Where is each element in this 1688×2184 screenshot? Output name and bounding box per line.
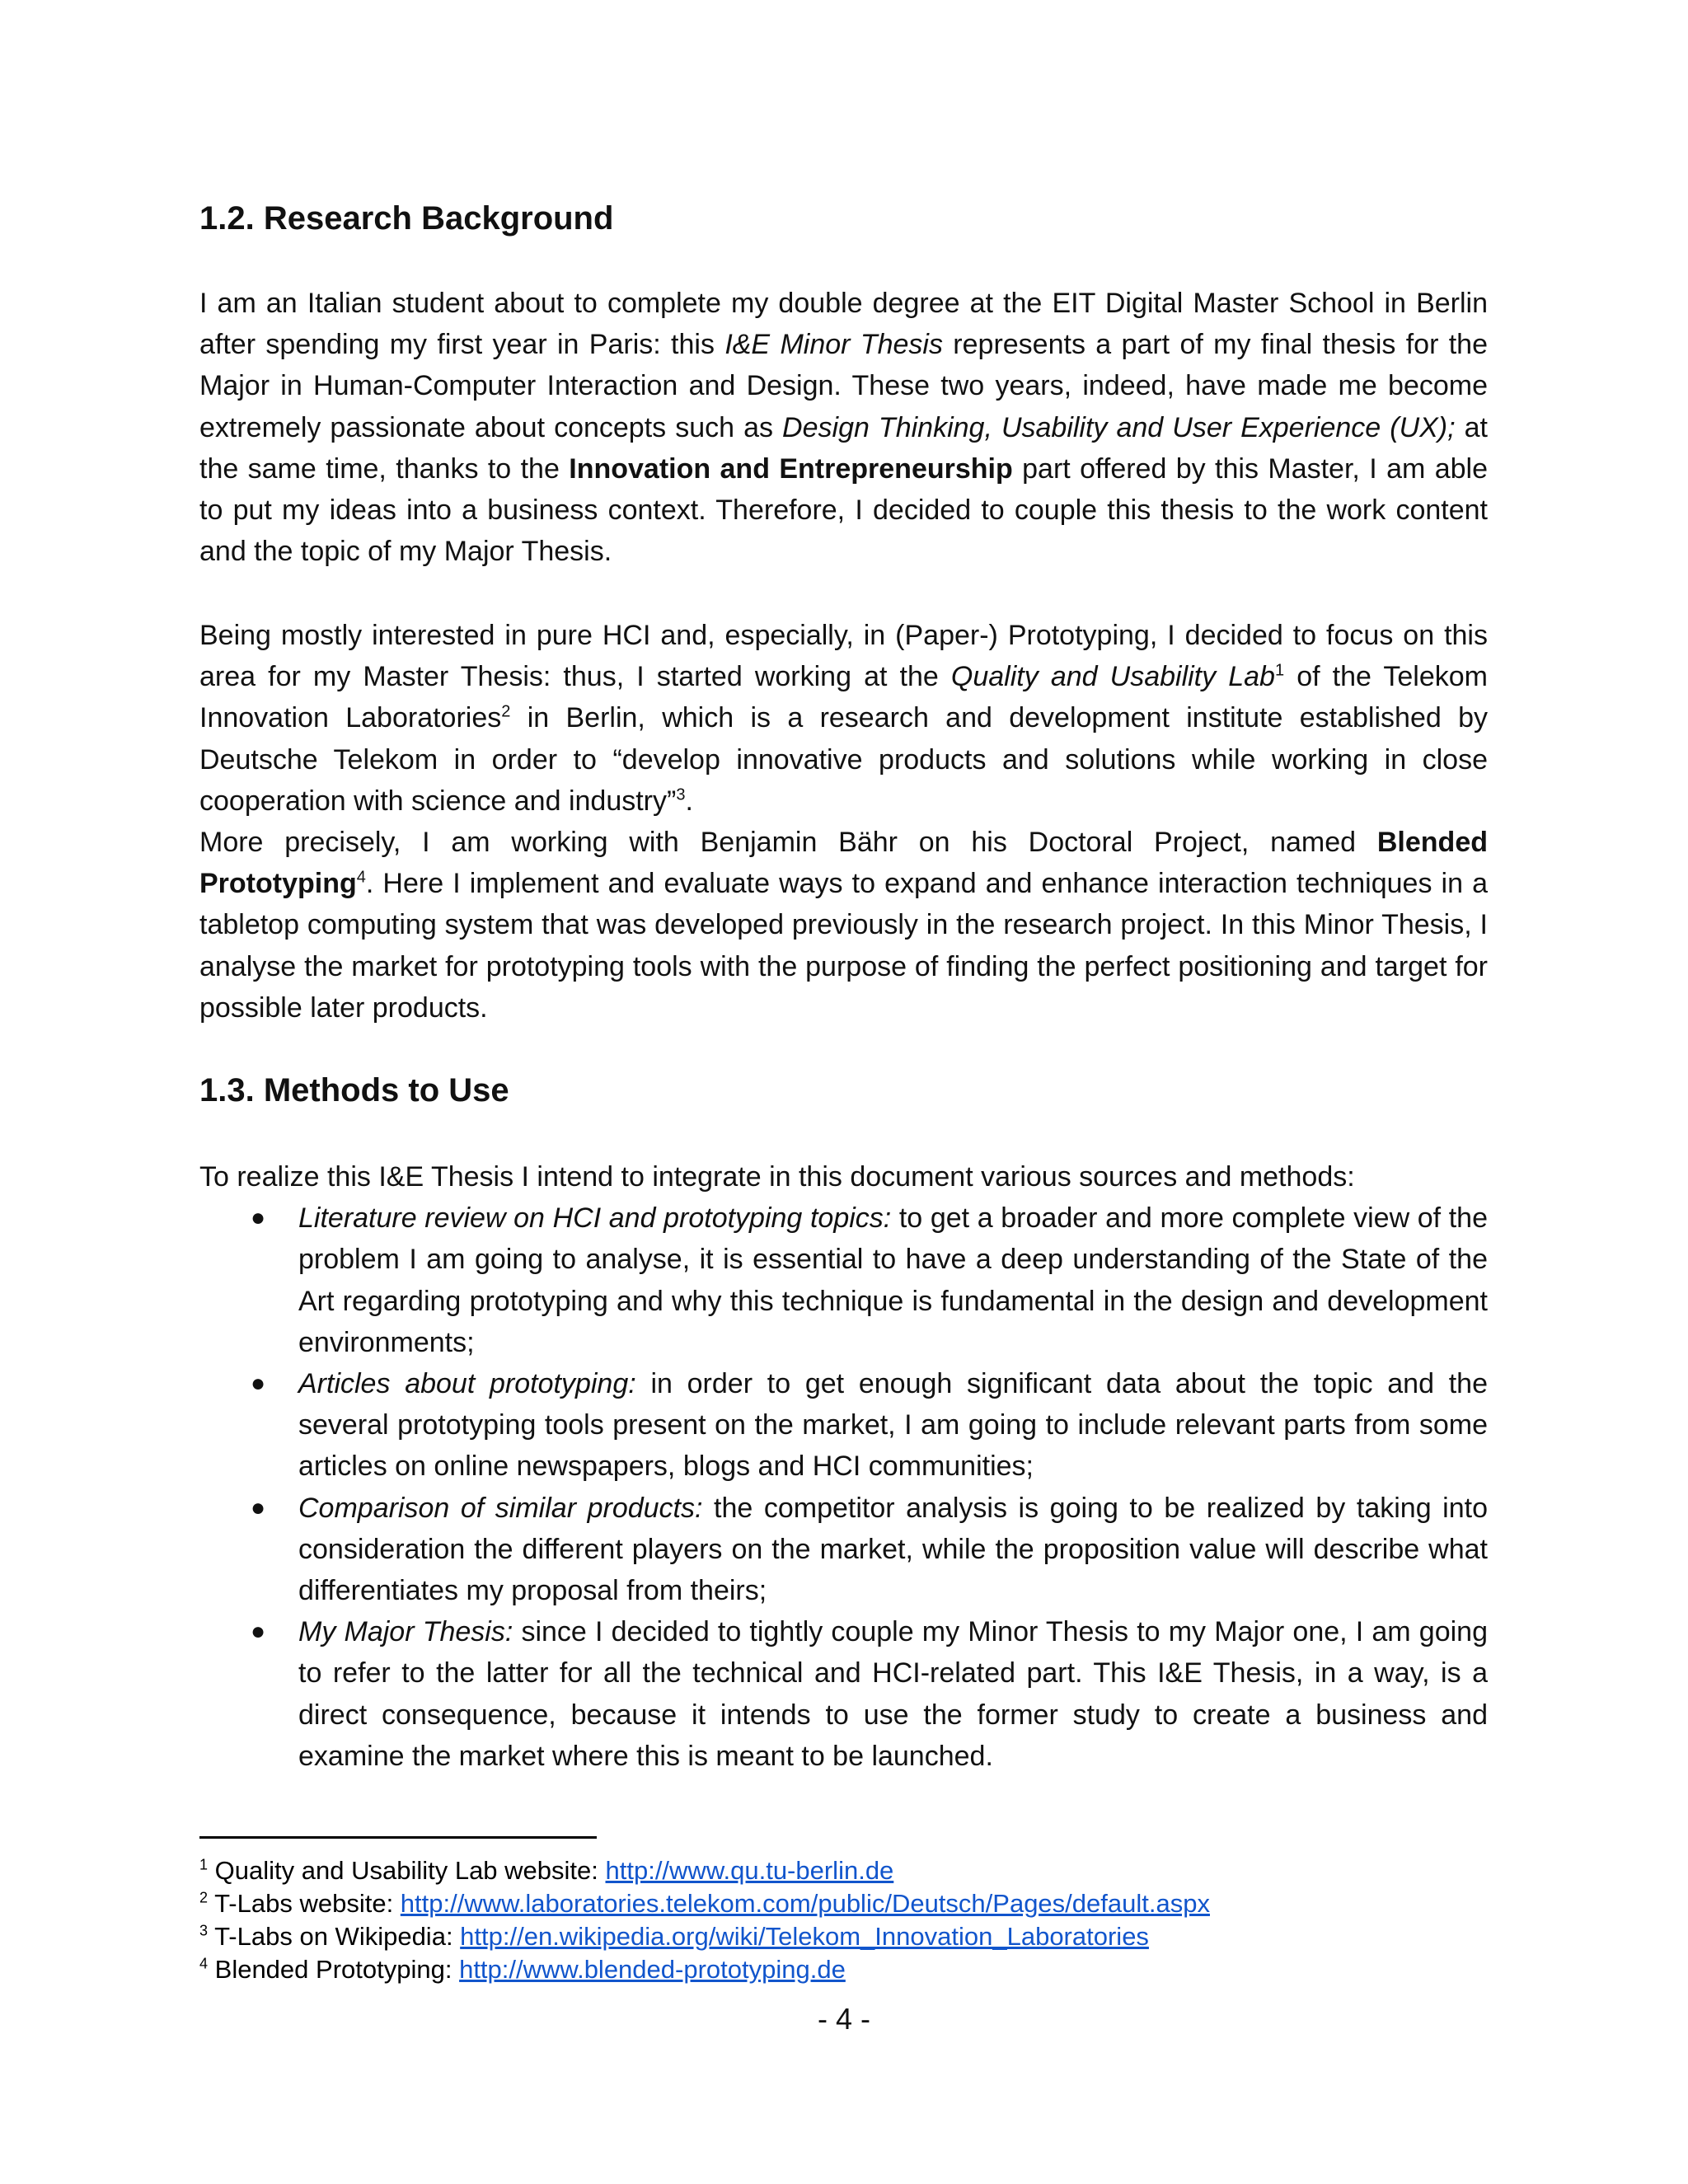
footnote-separator	[199, 1836, 597, 1839]
item-text: the competitor analysis is going to be realized by taking into consideration the different players on the market, while the proposition value will describe what differentiates my proposal from theirs;	[298, 1492, 1488, 1607]
bullet-icon: ●	[251, 1493, 266, 1521]
item-title: Literature review on HCI and prototyping topics:	[298, 1202, 892, 1235]
list-item	[199, 1363, 1488, 1488]
text-bold: Innovation and Entrepreneurship	[569, 452, 1013, 485]
paragraph-doctoral-project	[199, 822, 1488, 1029]
text: in Berlin, which is a research and development institute established by Deutsche Telekom in order to “develop innovative products and solutions while working in close cooperation with science and industry”	[199, 702, 1489, 817]
footnote-number: 3	[199, 1922, 209, 1939]
item-text: since I decided to tightly couple my Minor Thesis to my Major one, I am going to refer to the latter for all the technical and HCI-related part. This I&E Thesis, in a way, is a direct consequence, because it intends to use the former study to create a business and examine the market where this is meant to be launched.	[298, 1616, 1488, 1772]
footnote	[199, 1887, 1210, 1920]
item-title: My Major Thesis:	[298, 1616, 513, 1648]
paragraph-intro	[199, 283, 1488, 572]
page-number: - 4 -	[817, 2002, 870, 2036]
footnote-link[interactable]: http://www.qu.tu-berlin.de	[605, 1856, 894, 1885]
section-heading-research-background: 1.2. Research Background	[199, 200, 614, 237]
text: Being mostly interested in pure HCI and, especially, in (Paper-) Prototyping, I decided to focus on this area for my Master Thesis: thus, I started working at the	[199, 620, 1488, 693]
item-title: Comparison of similar products:	[298, 1492, 703, 1524]
paragraph-group	[199, 615, 1488, 1029]
item-text: to get a broader and more complete view of the problem I am going to analyse, it is essential to have a deep understanding of the State of the Art regarding prototyping and why this technique is fundamental in the design and development environments;	[298, 1202, 1488, 1358]
footnote	[199, 1854, 1210, 1887]
methods-block	[199, 1156, 1488, 1777]
text: of the Telekom Innovation Laboratories	[199, 661, 1489, 734]
footnote-ref[interactable]: 2	[501, 703, 511, 722]
footnote-link[interactable]: http://www.blended-prototyping.de	[459, 1955, 846, 1984]
item-text: in order to get enough significant data about the topic and the several prototyping tools present on the market, I am going to include relevant parts from some articles on online newspapers, blogs and HCI communities;	[298, 1368, 1489, 1483]
text: at the same time, thanks to the	[199, 411, 1488, 485]
paragraph-hci-focus	[199, 615, 1488, 822]
footnote-label: T-Labs on Wikipedia:	[214, 1922, 461, 1951]
footnote-number: 1	[199, 1856, 209, 1873]
text: More precisely, I am working with Benjamin Bähr on his Doctoral Project, named	[199, 827, 1377, 859]
text-italic: Design Thinking, Usability and User Experience (UX);	[782, 411, 1456, 443]
footnote-label: T-Labs website:	[214, 1889, 401, 1918]
text-italic: I&E Minor Thesis	[724, 329, 943, 361]
text: I am an Italian student about to complete my double degree at the EIT Digital Master School in Berlin after spending my first year in Paris: this	[199, 288, 1488, 361]
text: .	[685, 785, 693, 817]
footnote-ref[interactable]: 4	[356, 868, 366, 887]
footnote-label: Blended Prototyping:	[214, 1955, 460, 1984]
footnote-link[interactable]: http://en.wikipedia.org/wiki/Telekom_Innovation_Laboratories	[460, 1922, 1149, 1951]
footnote-label: Quality and Usability Lab website:	[214, 1856, 606, 1885]
bullet-icon: ●	[251, 1370, 266, 1398]
text-italic: Quality and Usability Lab	[950, 661, 1275, 693]
list-item	[199, 1488, 1488, 1612]
text: part offered by this Master, I am able to put my ideas into a business context. Therefore, I decided to couple this thesis to the work content and the topic of my Major Thesis.	[199, 452, 1488, 568]
bullet-icon: ●	[251, 1618, 266, 1646]
footnote-number: 4	[199, 1955, 209, 1972]
section-heading-methods: 1.3. Methods to Use	[199, 1072, 509, 1108]
list-item	[199, 1197, 1488, 1363]
methods-list	[199, 1197, 1488, 1777]
footnote-ref[interactable]: 3	[676, 785, 686, 804]
text: represents a part of my final thesis for the Major in Human-Computer Interaction and Design. These two years, indeed, have made me become extremely passionate about concepts such as	[199, 329, 1489, 443]
bullet-icon: ●	[251, 1204, 266, 1232]
footnote-number: 2	[199, 1889, 209, 1906]
text: . Here I implement and evaluate ways to expand and enhance interaction techniques in a tabletop computing system that was developed previously in the research project. In this Minor Thesis, I analyse the market for prototyping tools with the purpose of finding the perfect positioning and target for possible later products.	[199, 868, 1488, 1024]
footnote	[199, 1953, 1210, 1986]
methods-intro: To realize this I&E Thesis I intend to integrate in this document various sources and methods:	[199, 1161, 1355, 1193]
footnote-ref[interactable]: 1	[1274, 661, 1285, 680]
footnote	[199, 1920, 1210, 1953]
footnotes	[199, 1854, 1210, 1986]
item-title: Articles about prototyping:	[298, 1368, 636, 1400]
footnote-link[interactable]: http://www.laboratories.telekom.com/public/Deutsch/Pages/default.aspx	[400, 1889, 1210, 1918]
list-item	[199, 1611, 1488, 1777]
text-bold: Blended Prototyping	[199, 827, 1488, 900]
